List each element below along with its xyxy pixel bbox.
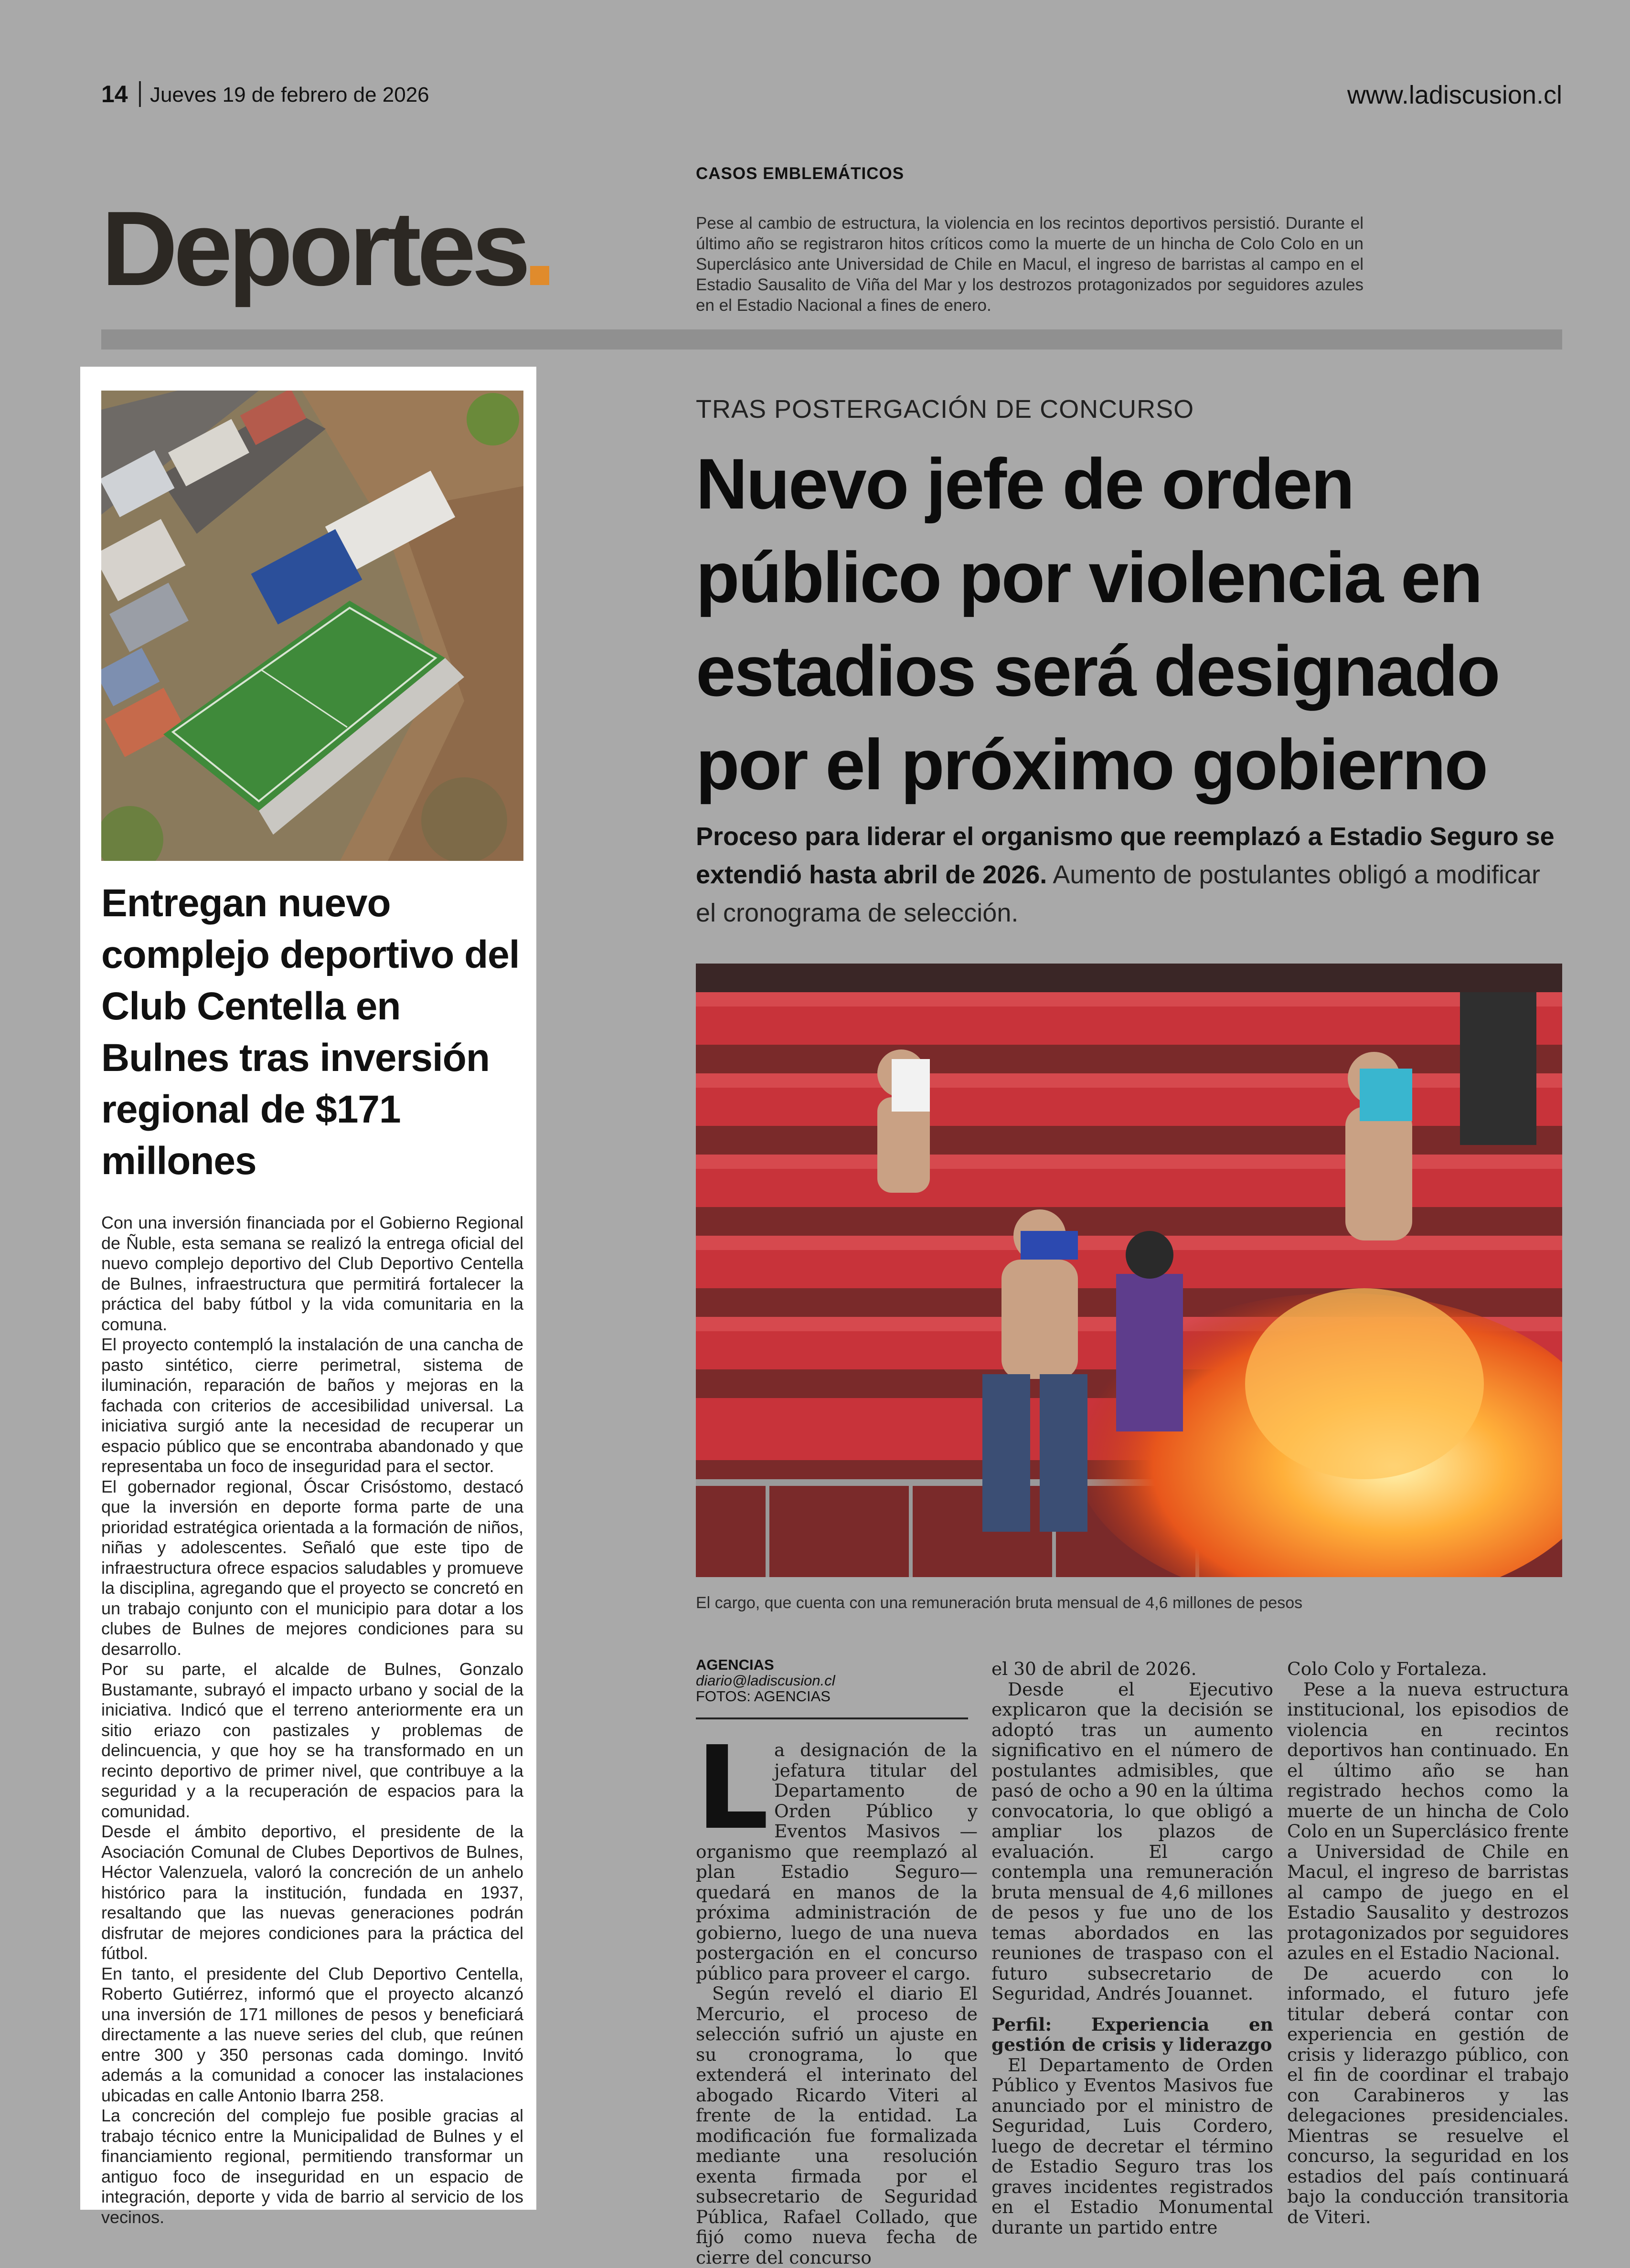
- deck-rest: Aumento de postulantes obligó a modificar el cronograma de selección.: [696, 860, 1540, 927]
- photo-caption: El cargo, que cuenta con una remuneración bruta mensual de 4,6 millones de pesos: [696, 1594, 1303, 1612]
- stadium-violence-photo: [696, 964, 1562, 1577]
- section-accent-dot: [530, 266, 549, 285]
- section-rule: [101, 329, 1562, 350]
- aerial-stadium-photo: [101, 391, 523, 861]
- byline: [696, 1657, 968, 1704]
- main-story-kicker: TRAS POSTERGACIÓN DE CONCURSO: [696, 395, 1194, 424]
- article-paragraph: Pese a la nueva estructura institucional, los episodios de violencia en recintos deportivos han continuado. En el último año se han registrado hechos como la muerte de un hincha de Colo Colo en un Superclásico frente a Universidad de Chile en Macul, el ingreso de barristas al campo de juego en el Estadio Sausalito y destrozos protagonizados por seguidores azules en el Estadio Nacional.: [1287, 1678, 1569, 1963]
- main-story-deck: [696, 817, 1555, 932]
- section-title-text: Deportes: [101, 190, 527, 308]
- sidebar-paragraph: El proyecto contempló la instalación de una cancha de pasto sintético, cierre perimetral, sistema de iluminación, reparación de baños y mejoras en la fachada con criterios de accesibilidad universal. La iniciativa surgió ante la necesidad de recuperar un espacio público que se encontraba abandonado y que representaba un foco de inseguridad para el sector.: [101, 1335, 523, 1476]
- article-paragraph: el 30 de abril de 2026.: [991, 1658, 1197, 1679]
- sidebar-paragraph: Por su parte, el alcalde de Bulnes, Gonzalo Bustamante, subrayó el impacto urbano y social de la iniciativa. Indicó que el terreno anteriormente era un sitio eriazo con pastizales y problemas de delincuencia, y que hoy se ha transformado en un recinto deportivo de primer nivel, que contribuye a la seguridad y a la recuperación de espacios para la comunidad.: [101, 1659, 523, 1821]
- drop-cap: L: [696, 1721, 769, 1855]
- sidebar-paragraph: La concreción del complejo fue posible gracias al trabajo técnico entre la Municipalidad de Bulnes y el financiamiento regional, permitiendo transformar un antiguo foco de inseguridad en un espacio de integración, deporte y vida de barrio al servicio de los vecinos.: [101, 2106, 523, 2227]
- sidebar-story-headline: Entregan nuevo complejo deportivo del Club Centella en Bulnes tras inversión regional de $171 millones: [101, 881, 520, 1183]
- byline-photos: FOTOS: AGENCIAS: [696, 1688, 831, 1705]
- article-column-1: [696, 1721, 978, 2268]
- article-paragraph: Desde el Ejecutivo explicaron que la decisión se adoptó tras un aumento significativo en el número de postulantes admisibles, que pasó de ocho a 90 en la última convocatoria, lo que obligó a ampliar los plazos de evaluación. El cargo contempla una remuneración bruta mensual de 4,6 millones de pesos y fue uno de los temas abordados en las reuniones de traspaso con el futuro subsecretario de Seguridad, Andrés Jouannet.: [991, 1678, 1273, 2004]
- sidebar-paragraph: Desde el ámbito deportivo, el presidente de la Asociación Comunal de Clubes Deportivos de Bulnes, Héctor Valenzuela, valoró la concreción de un anhelo histórico para la institución, fundada en 1937, resaltando que las nuevas generaciones podrán disfrutar de mejores condiciones para la práctica del fútbol.: [101, 1822, 523, 1963]
- byline-agency: AGENCIAS: [696, 1656, 774, 1673]
- article-column-3: [1287, 1659, 1569, 2227]
- sidebar-paragraph: El gobernador regional, Óscar Crisóstomo, destacó que la inversión en deporte forma parte de una prioridad estratégica orientada a la formación de niños, niñas y adolescentes. Señaló que este tipo de infraestructura ofrece espacios saludables y promueve la disciplina, agregando que el proyecto se concretó en un trabajo conjunto con el municipio para dotar a los clubes de Bulnes de mejores condiciones para su desarrollo.: [101, 1476, 523, 1659]
- sidebar-paragraph: En tanto, el presidente del Club Deportivo Centella, Roberto Gutiérrez, informó que el proyecto alcanzó una inversión de 171 millones de pesos y beneficiará directamente a las nueve series del club, que reúnen entre 300 y 350 personas cada domingo. Invitó además a la comunidad a conocer las instalaciones ubicadas en calle Antonio Ibarra 258.: [101, 1963, 523, 2105]
- article-paragraph: El Departamento de Orden Público y Eventos Masivos fue anunciado por el ministro de Seguridad, Luis Cordero, luego de decretar el término de Estadio Seguro tras los graves incidentes registrados en el Estadio Monumental durante un partido entre: [991, 2054, 1273, 2238]
- main-story-headline: Nuevo jefe de orden público por violencia en estadios será designado por el próximo gobierno: [696, 444, 1499, 805]
- article-paragraph: Según reveló el diario El Mercurio, el proceso de selección sufrió un ajuste en su cronograma, lo que extenderá el interinato del abogado Ricardo Viteri al frente de la entidad. La modificación fue formalizada mediante una resolución exenta firmada por el subsecretario de Seguridad Pública, Rafael Collado, que fijó como nueva fecha de cierre del concurso: [696, 1983, 978, 2268]
- article-paragraph: a designación de la jefatura titular del Departamento de Orden Público y Eventos Masivos —organismo que reemplazó al plan Estadio Seguro— quedará en manos de la próxima administración de gobierno, luego de una nueva postergación en el concurso público para proveer el cargo.: [696, 1739, 978, 1984]
- deck-bold: Proceso para liderar el organismo que reemplazó a Estadio Seguro se extendió hasta abril de 2026.: [696, 822, 1555, 889]
- byline-rule: [696, 1717, 968, 1719]
- casos-emblematicos-title: CASOS EMBLEMÁTICOS: [696, 164, 905, 183]
- casos-emblematicos-body: Pese al cambio de estructura, la violencia en los recintos deportivos persistió. Durante el último año se registraron hitos críticos como la muerte de un hincha de Colo Colo en un Superclásico ante Universidad de Chile en Macul, el ingreso de barristas al campo en el Estadio Sausalito de Viña del Mar y los destrozos protagonizados por seguidores azules en el Estadio Nacional a fines de enero.: [696, 214, 1364, 315]
- article-paragraph: Colo Colo y Fortaleza.: [1287, 1658, 1487, 1679]
- folio-divider: [139, 81, 141, 107]
- website-url[interactable]: www.ladiscusion.cl: [1347, 81, 1562, 109]
- article-subhead: Perfil: Experiencia en gestión de crisis y liderazgo: [991, 2014, 1273, 2055]
- page-date: Jueves 19 de febrero de 2026: [150, 83, 429, 106]
- byline-email[interactable]: diario@ladiscusion.cl: [696, 1672, 835, 1689]
- page-number: 14: [101, 81, 128, 107]
- sidebar-paragraph: Con una inversión financiada por el Gobierno Regional de Ñuble, esta semana se realizó la entrega oficial del nuevo complejo deportivo del Club Deportivo Centella de Bulnes, infraestructura que permitirá fortalecer la práctica del baby fútbol y la vida comunitaria en la comuna.: [101, 1213, 523, 1334]
- article-paragraph: De acuerdo con lo informado, el futuro jefe titular deberá contar con experiencia en gestión de crisis y liderazgo público, con el fin de coordinar el trabajo con Carabineros y las delegaciones presidenciales. Mientras se resuelve el concurso, la seguridad en los estadios del país continuará bajo la conducción transitoria de Viteri.: [1287, 1962, 1569, 2227]
- article-column-2: [991, 1659, 1273, 2237]
- sidebar-story-body: [101, 1213, 523, 2227]
- section-title: [101, 190, 549, 308]
